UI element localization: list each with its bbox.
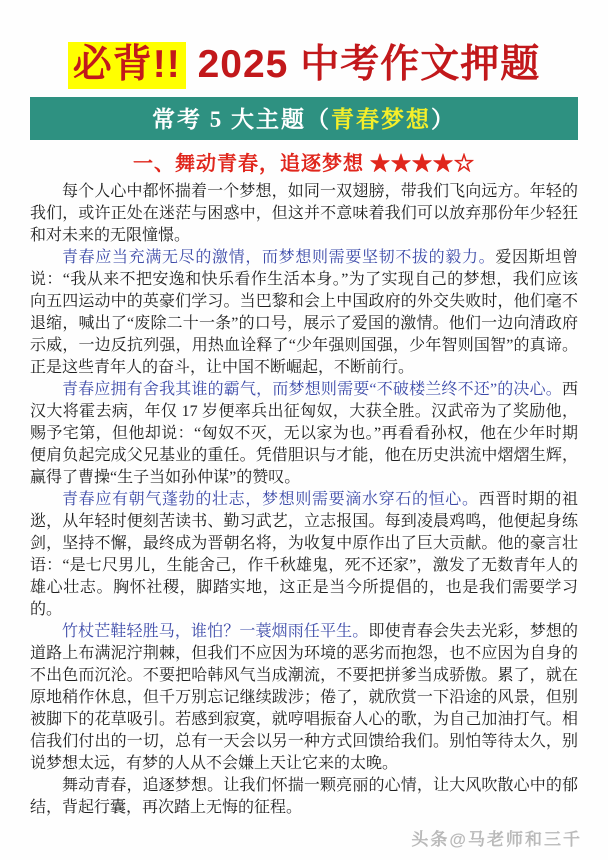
title-highlight-badge: 必背!! xyxy=(68,42,186,89)
paragraph-lead: 竹杖芒鞋轻胜马，谁怕？一蓑烟雨任平生。 xyxy=(62,623,369,640)
paragraph xyxy=(30,247,578,379)
theme-banner xyxy=(30,97,578,140)
paragraph-text: 即使青春会失去光彩，梦想的道路上布满泥泞荆棘，但我们不应因为环境的恶劣而抱怨，也不应因为自身的不出色而沉沦。不要把哈韩风气当成潮流，不要把拼爹当成骄傲。累了，就在原地稍作休息，但千万别忘记继续跋涉；倦了，就欣赏一下沿途的风景，但别被脚下的花草吸引。若感到寂寞，就哼唱振奋人心的歌，为自己加油打气。相信我们付出的一切，总有一天会以另一种方式回馈给我们。别怕等待太久，别说梦想太远，有梦的人从不会嫌上天让它来的太晚。 xyxy=(30,623,578,772)
page-title xyxy=(0,0,608,88)
banner-theme-highlight: 青春梦想 xyxy=(331,107,431,132)
paragraph-text: 舞动青春，追逐梦想。让我们怀揣一颗亮丽的心情，让大风吹散心中的郁结，背起行囊，再次踏上无悔的征程。 xyxy=(30,777,578,816)
paragraph-lead: 青春应当充满无尽的激情，而梦想则需要坚韧不拔的毅力。 xyxy=(62,249,496,266)
paragraph-text: 西汉大将霍去病，年仅 17 岁便率兵出征匈奴，大获全胜。汉武帝为了奖励他，赐予宅第，但他却说：“匈奴不灭，无以家为也。”再看看孙权，他在少年时期便肩负起完成父兄基业的重任。凭借胆识与才能，他在历史洪流中熠熠生辉，赢得了曹操“生子当如孙仲谋”的赞叹。 xyxy=(30,381,578,486)
paragraph-lead: 青春应有朝气蓬勃的壮志，梦想则需要滴水穿石的恒心。 xyxy=(62,491,479,508)
paragraph xyxy=(30,775,578,819)
essay-title-with-rating: 一、舞动青春，追逐梦想 ★★★★☆ xyxy=(133,153,475,175)
watermark: 头条@马老师和三千 xyxy=(411,830,582,849)
title-text: 2025 中考作文押题 xyxy=(185,43,541,86)
paragraph-text: 西晋时期的祖逖，从年轻时便刻苦读书、勤习武艺，立志报国。每到凌晨鸡鸣，他便起身练剑，坚持不懈，最终成为晋朝名将，为收复中原作出了巨大贡献。他的豪言壮语：“是七尺男儿，生能舍己，作千秋雄鬼，死不还家”，激发了无数青年人的雄心壮志。胸怀社稷，脚踏实地，这正是当今所提倡的，也是我们需要学习的。 xyxy=(30,491,578,618)
essay-body xyxy=(30,181,578,819)
banner-prefix: 常考 5 大主题（ xyxy=(152,107,331,132)
banner-suffix: ） xyxy=(431,107,456,132)
paragraph xyxy=(30,489,578,621)
paragraph xyxy=(30,379,578,489)
paragraph-text: 爱因斯坦曾说：“我从来不把安逸和快乐看作生活本身。”为了实现自己的梦想，我们应该向五四运动中的英豪们学习。当巴黎和会上中国政府的外交失败时，他们毫不退缩，喊出了“废除二十一条”的口号，展示了爱国的激情。他们一边向清政府示威，一边反抗列强，用热血诠释了“少年强则国强，少年智则国智”的真谛。正是这些青年人的奋斗，让中国不断崛起，不断前行。 xyxy=(30,249,578,376)
paragraph-text: 每个人心中都怀揣着一个梦想，如同一双翅膀，带我们飞向远方。年轻的我们，或许正处在迷茫与困惑中，但这并不意味着我们可以放弃那份年少轻狂和对未来的无限憧憬。 xyxy=(30,183,578,244)
paragraph xyxy=(30,181,578,247)
paragraph xyxy=(30,621,578,775)
paragraph-lead: 青春应拥有舍我其谁的霸气，而梦想则需要“不破楼兰终不还”的决心。 xyxy=(62,381,562,398)
